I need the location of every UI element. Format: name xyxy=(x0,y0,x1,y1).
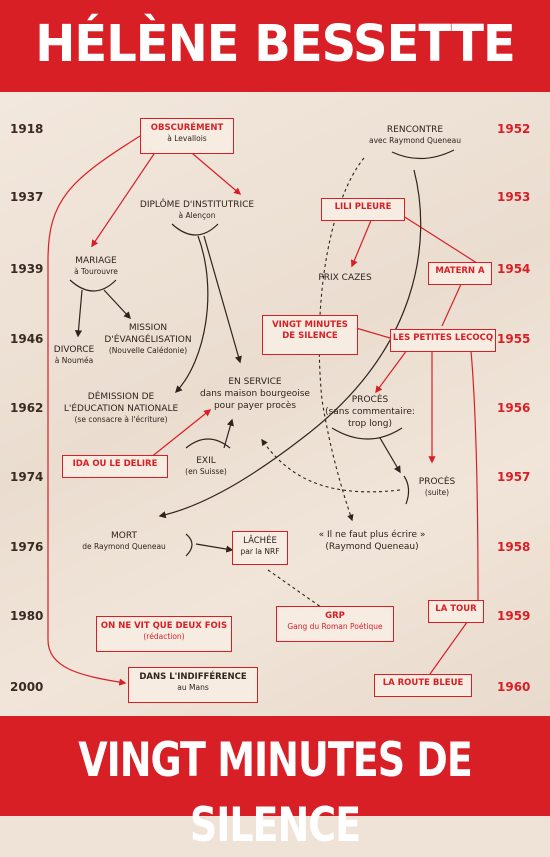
year-right: 1956 xyxy=(497,401,531,415)
year-right: 1954 xyxy=(497,262,531,276)
link-diplome-enservice xyxy=(204,236,240,362)
event-lachee: LÂCHÉE par la NRF xyxy=(232,531,288,565)
poster-subtitle: VINGT MINUTES DE SILENCE xyxy=(78,732,472,852)
link-proces-proces2 xyxy=(380,438,400,472)
year-right: 1960 xyxy=(497,680,531,694)
bracket-mort xyxy=(186,534,192,556)
event-mort: MORT de Raymond Queneau xyxy=(82,531,166,551)
link-latour-routebleue xyxy=(430,618,470,674)
year-left: 1974 xyxy=(10,470,44,484)
event-proces: PROCÈS (sans commentaire: trop long) xyxy=(325,395,415,429)
event-mariage: MARIAGE à Tourouvre xyxy=(74,256,118,276)
link-lili-lecocq xyxy=(400,214,480,265)
year-right: 1953 xyxy=(497,190,531,204)
bracket-diplome xyxy=(172,224,218,235)
year-left: 1918 xyxy=(10,122,44,136)
bracket-rencontre xyxy=(392,150,454,159)
link-lili-prixcazes xyxy=(352,218,372,266)
event-prix-cazes: PRIX CAZES xyxy=(318,273,372,283)
event-proces-suite: PROCÈS (suite) xyxy=(418,477,456,497)
link-mort-lachee xyxy=(196,544,232,550)
footer-band xyxy=(0,716,550,852)
book-les-petites-lecocq: LES PETITES LECOCQ xyxy=(390,329,496,352)
year-right: 1957 xyxy=(497,470,531,484)
link-lecocq-latour xyxy=(470,340,478,600)
bracket-mariage xyxy=(70,280,116,291)
event-exil: EXIL (en Suisse) xyxy=(185,456,227,476)
event-citation: « Il ne faut plus écrire » (Raymond Queneau) xyxy=(318,530,426,552)
book-la-tour: LA TOUR xyxy=(428,600,484,623)
year-left: 1937 xyxy=(10,190,44,204)
event-en-service: EN SERVICE dans maison bourgeoise pour payer procès xyxy=(200,377,310,411)
year-right: 1959 xyxy=(497,609,531,623)
book-vingt-minutes: VINGT MINUTES DE SILENCE xyxy=(262,315,358,355)
book-la-route-bleue: LA ROUTE BLEUE xyxy=(374,674,472,697)
book-deux-fois: ON NE VIT QUE DEUX FOIS (rédaction) xyxy=(96,616,232,652)
link-vingt-lecocq xyxy=(356,328,390,338)
year-left: 1980 xyxy=(10,609,44,623)
year-right: 1955 xyxy=(497,332,531,346)
link-matern-lecocq xyxy=(442,282,462,326)
link-diplome-demission xyxy=(176,236,208,392)
event-mission: MISSION D'ÉVANGÉLISATION (Nouvelle Calédonie) xyxy=(104,323,192,355)
link-proces2-enservice xyxy=(262,440,400,492)
link-obscurement-diplome xyxy=(186,148,240,194)
year-right: 1952 xyxy=(497,122,531,136)
link-mariage-mission xyxy=(104,290,130,318)
book-grp: GRP Gang du Roman Poétique xyxy=(276,606,394,642)
year-right: 1958 xyxy=(497,540,531,554)
link-lecocq-proces xyxy=(376,346,410,392)
year-left: 1939 xyxy=(10,262,44,276)
poster-title: HÉLÈNE BESSETTE xyxy=(35,14,515,74)
book-lili-pleure: LILI PLEURE xyxy=(321,198,405,221)
link-mariage-divorce xyxy=(78,290,82,336)
event-obscurement: OBSCURÉMENT à Levallois xyxy=(140,118,234,154)
bracket-exil xyxy=(186,439,230,448)
year-left: 1946 xyxy=(10,332,44,346)
event-indifference: DANS L'INDIFFÉRENCE au Mans xyxy=(128,667,258,703)
year-left: 1962 xyxy=(10,401,44,415)
event-diplome: DIPLÔME D'INSTITUTRICE à Alençon xyxy=(139,200,255,220)
year-left: 1976 xyxy=(10,540,44,554)
book-ida-ou-le-delire: IDA OU LE DELIRE xyxy=(62,455,168,478)
event-rencontre: RENCONTRE avec Raymond Queneau xyxy=(368,125,462,145)
event-demission: DÉMISSION DE L'ÉDUCATION NATIONALE (se consacre à l'écriture) xyxy=(63,392,179,424)
book-matern-a: MATERN A xyxy=(428,262,492,285)
event-divorce: DIVORCE à Nouméa xyxy=(53,345,95,365)
link-obscurement-mariage xyxy=(92,148,158,246)
year-left: 2000 xyxy=(10,680,44,694)
